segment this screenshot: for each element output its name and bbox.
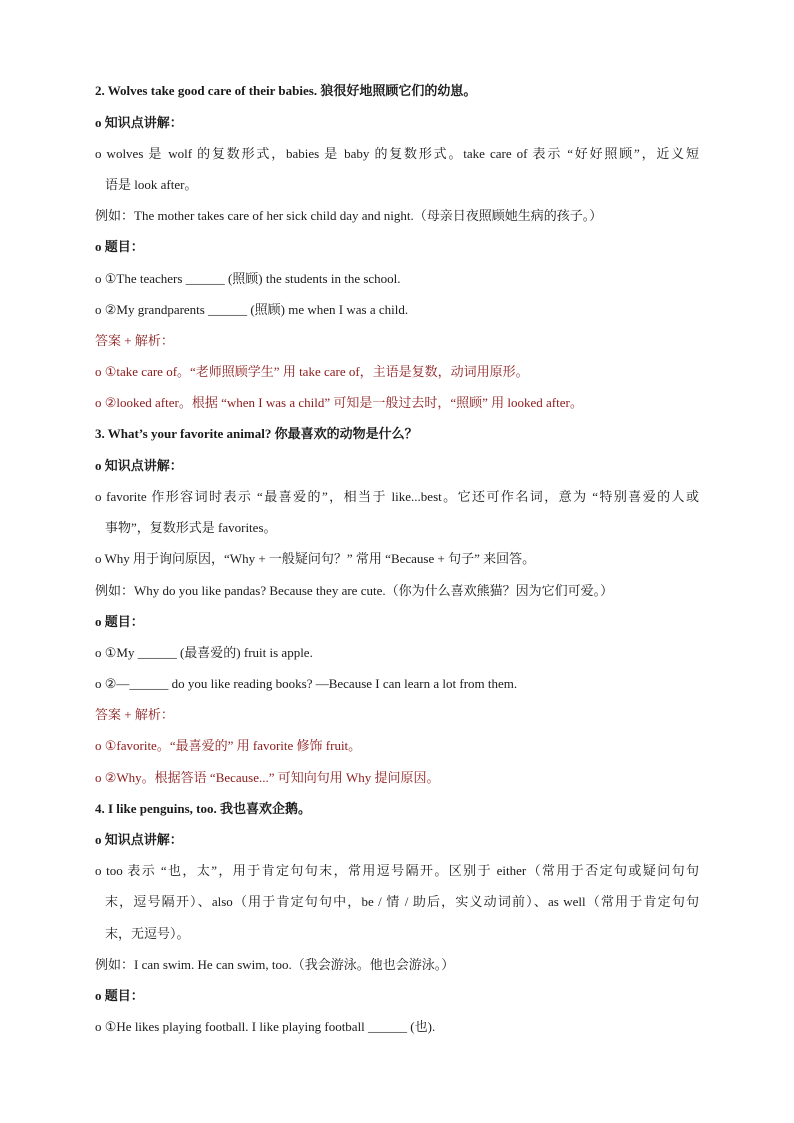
section-2-example: 例如：The mother takes care of her sick child day and night.（母亲日夜照顾她生病的孩子。）: [95, 208, 603, 223]
section-3-explain-line-3: o Why 用于询问原因，“Why + 一般疑问句？” 常用 “Because + 句子” 来回答。: [95, 551, 536, 566]
section-2-answer-1: o ①take care of。“老师照顾学生” 用 take care of，主语是复数，动词用原形。: [95, 364, 529, 379]
section-4-heading: 4. I like penguins, too. 我也喜欢企鹅。: [95, 801, 311, 816]
section-2-answer-label: 答案 + 解析：: [95, 333, 174, 348]
section-3-knowledge-label: o 知识点讲解：: [95, 458, 183, 473]
section-2-knowledge-label: o 知识点讲解：: [95, 115, 183, 130]
section-3-example: 例如：Why do you like pandas? Because they are cute.（你为什么喜欢熊猫？因为它们可爱。）: [95, 583, 614, 598]
section-3-heading: 3. What’s your favorite animal? 你最喜欢的动物是什么？: [95, 426, 418, 441]
section-2-explain-line-2: 语是 look after。: [105, 177, 198, 192]
section-4-knowledge-label: o 知识点讲解：: [95, 832, 183, 847]
section-3-explain-line-1: o favorite 作形容词时表示 “最喜爱的”，相当于 like...best。它还可作名词，意为 “特别喜爱的人或: [95, 489, 699, 504]
section-3-question-2: o ②—______ do you like reading books? —Because I can learn a lot from them.: [95, 676, 518, 691]
section-3-answer-2: o ②Why。根据答语 “Because...” 可知向句用 Why 提问原因。: [95, 770, 440, 785]
section-3-question-label: o 题目：: [95, 614, 144, 629]
section-2-question-2: o ②My grandparents ______ (照顾) me when I was a child.: [95, 302, 409, 317]
section-2-answer-2: o ②looked after。根据 “when I was a child” 可知是一般过去时，“照顾” 用 looked after。: [95, 395, 583, 410]
section-2-question-1: o ①The teachers ______ (照顾) the students in the school.: [95, 271, 401, 286]
section-2-heading: 2. Wolves take good care of their babies. 狼很好地照顾它们的幼崽。: [95, 83, 477, 98]
section-3-answer-label: 答案 + 解析：: [95, 707, 174, 722]
section-3-question-1: o ①My ______ (最喜爱的) fruit is apple.: [95, 645, 313, 660]
section-4-question-label: o 题目：: [95, 988, 144, 1003]
section-4-explain-line-3: 末，无逗号）。: [105, 926, 190, 941]
section-2-explain-line-1: o wolves 是 wolf 的复数形式，babies 是 baby 的复数形式。take care of 表示 “好好照顾”，近义短: [95, 146, 699, 161]
section-4-explain-line-1: o too 表示 “也，太”，用于肯定句句末，常用逗号隔开。区别于 either（常用于否定句或疑问句句: [95, 863, 699, 878]
section-3-explain-line-2: 事物”，复数形式是 favorites。: [105, 520, 277, 535]
section-4-explain-line-2: 末，逗号隔开）、also（用于肯定句句中，be / 情 / 助后，实义动词前）、as well（常用于肯定句句: [105, 894, 699, 909]
section-4-question-1: o ①He likes playing football. I like playing football ______ (也).: [95, 1019, 436, 1034]
section-3-answer-1: o ①favorite。“最喜爱的” 用 favorite 修饰 fruit。: [95, 738, 362, 753]
section-2-question-label: o 题目：: [95, 239, 144, 254]
section-4-example: 例如：I can swim. He can swim, too.（我会游泳。他也会游泳。）: [95, 957, 455, 972]
